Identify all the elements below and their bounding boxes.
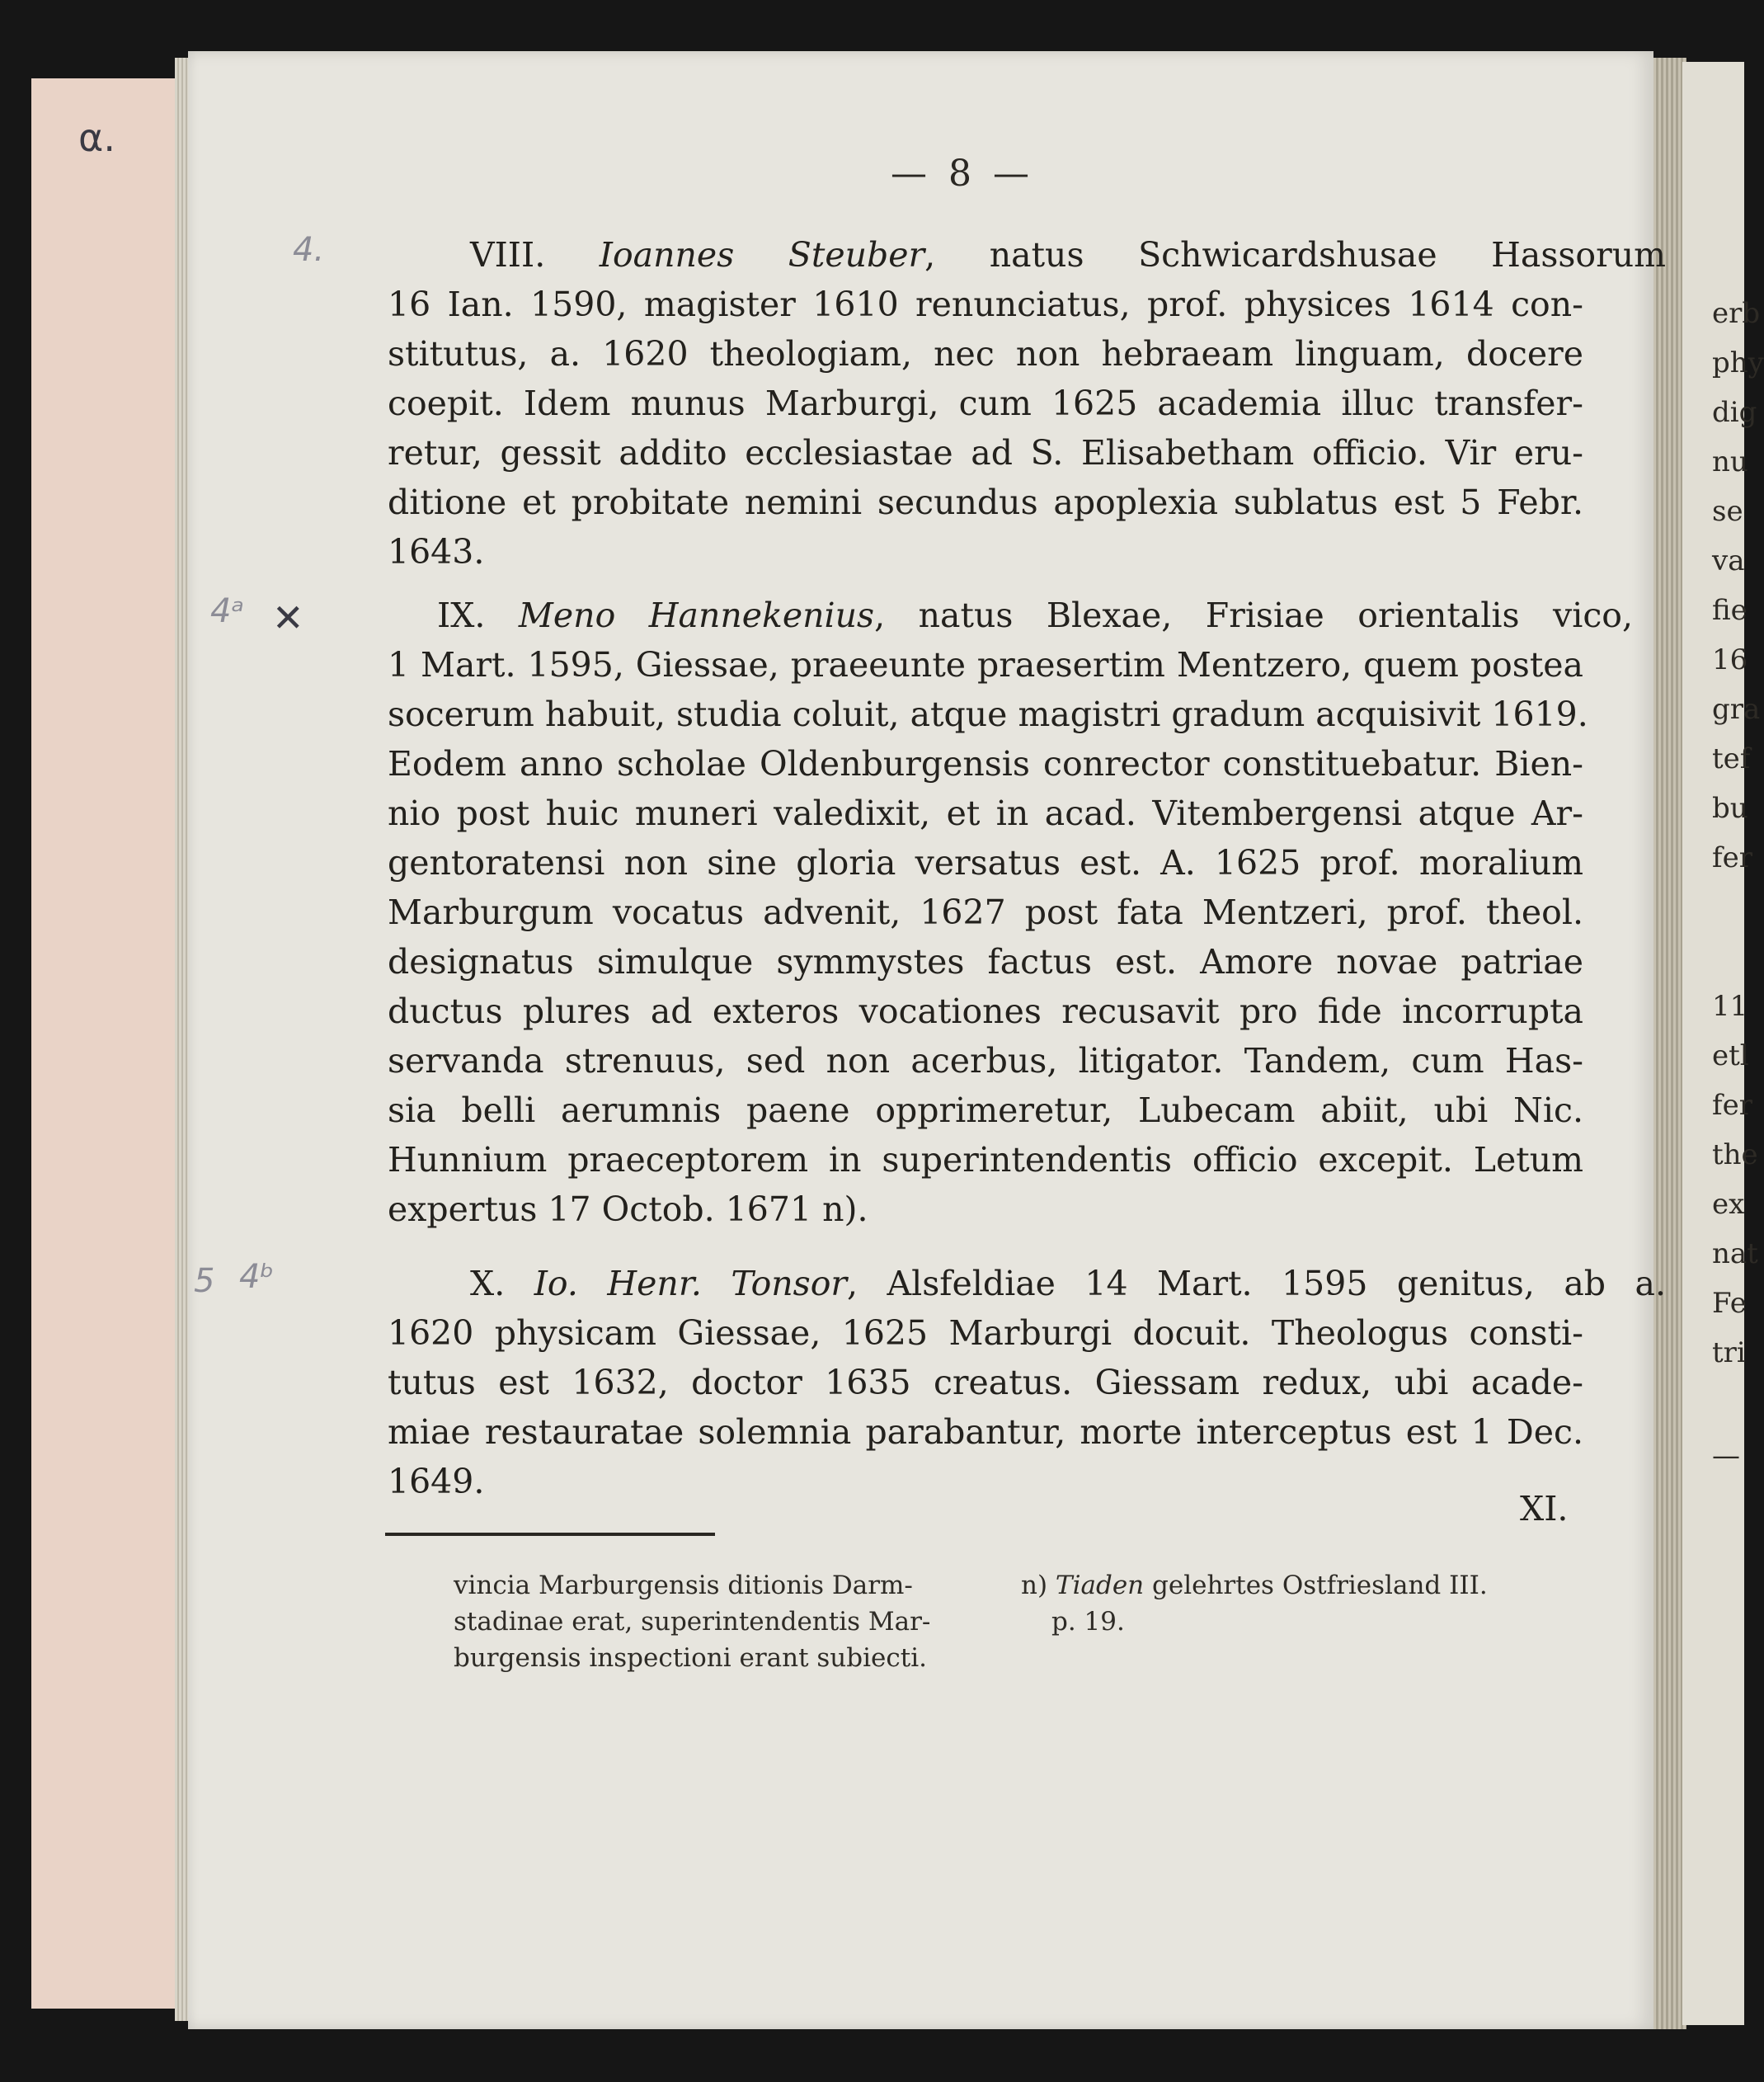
text-line: stitutus, a. 1620 theologiam, nec non hebraeam linguam, docere <box>388 334 1583 374</box>
text-line: coepit. Idem munus Marburgi, cum 1625 academia illuc transfer- <box>388 384 1583 423</box>
next-page-fragment: Fe <box>1712 1287 1747 1320</box>
text-line: Hunnium praeceptorem in superintendentis officio excepit. Letum <box>388 1140 1583 1180</box>
footnote-line: burgensis inspectioni erant subiecti. <box>454 1643 927 1673</box>
margin-note: 5 <box>194 1262 215 1300</box>
text-line: Eodem anno scholae Oldenburgensis conrector constituebatur. Bien- <box>388 744 1583 784</box>
margin-note: 4ᵇ <box>239 1258 275 1296</box>
next-page-fragment: gra <box>1712 693 1761 726</box>
margin-note: 4. <box>293 231 325 269</box>
next-page-fragment: tri <box>1712 1336 1746 1369</box>
next-page-fragment: the <box>1712 1138 1758 1171</box>
book-gutter <box>1653 58 1686 2029</box>
next-page-fragment: fer <box>1712 841 1752 874</box>
footnote-author: Tiaden <box>1055 1571 1145 1600</box>
text-line: sia belli aerumnis paene opprimeretur, Lubecam abiit, ubi Nic. <box>388 1090 1583 1130</box>
next-page-fragment: 16 <box>1712 643 1748 676</box>
next-page-edge <box>1682 62 1764 2025</box>
person-name: Ioannes Steuber <box>599 235 925 275</box>
next-page-fragment: 11 <box>1712 990 1748 1023</box>
text-line: X. Io. Henr. Tonsor, Alsfeldiae 14 Mart. 1595 genitus, ab a. <box>470 1264 1667 1303</box>
footnote-rule <box>385 1533 715 1536</box>
footnote-line: n) Tiaden gelehrtes Ostfriesland III. <box>1021 1571 1488 1600</box>
footnote-line: p. 19. <box>1051 1607 1125 1637</box>
footnote-marker: n) <box>1021 1571 1048 1600</box>
text-line: gentoratensi non sine gloria versatus est. A. 1625 prof. moralium <box>388 843 1583 883</box>
margin-note: 4ᵃ <box>210 592 245 630</box>
text-line: 1649. <box>388 1462 485 1501</box>
next-page-fragment: bu <box>1712 792 1748 825</box>
text-line: 16 Ian. 1590, magister 1610 renunciatus, prof. physices 1614 con- <box>388 285 1583 324</box>
person-name: Meno Hannekenius <box>518 596 875 635</box>
footnote-line: vincia Marburgensis ditionis Darm- <box>454 1571 913 1600</box>
text-line: VIII. Ioannes Steuber, natus Schwicardshusae Hassorum <box>470 235 1666 275</box>
back-cover <box>31 78 198 2009</box>
text-line: expertus 17 Octob. 1671 n). <box>388 1189 868 1229</box>
text-line: ductus plures ad exteros vocationes recusavit pro fide incorrupta <box>388 992 1583 1031</box>
next-page-fragment: erb <box>1712 297 1761 330</box>
text-line: servanda strenuus, sed non acerbus, litigator. Tandem, cum Has- <box>388 1041 1583 1081</box>
next-page-fragment: phy <box>1712 346 1764 379</box>
text-line: IX. Meno Hannekenius, natus Blexae, Frisiae orientalis vico, <box>437 596 1633 635</box>
text-line: Marburgum vocatus advenit, 1627 post fata Mentzeri, prof. theol. <box>388 893 1583 932</box>
next-page-fragment: — <box>1712 1439 1740 1472</box>
text-line: miae restauratae solemnia parabantur, morte interceptus est 1 Dec. <box>388 1412 1583 1452</box>
next-page-fragment: nat <box>1712 1237 1758 1270</box>
text-line: designatus simulque symmystes factus est. Amore novae patriae <box>388 942 1583 982</box>
text-line: 1 Mart. 1595, Giessae, praeeunte praesertim Mentzero, quem postea <box>388 645 1583 685</box>
person-name: Io. Henr. Tonsor <box>534 1264 848 1303</box>
next-page-fragment: va <box>1712 544 1745 577</box>
next-page-fragment: etl <box>1712 1039 1749 1072</box>
footnote-line: stadinae erat, superintendentis Mar- <box>454 1607 931 1637</box>
text-line: retur, gessit addito ecclesiastae ad S. Elisabetham officio. Vir eru- <box>388 433 1583 473</box>
text-line: ditione et probitate nemini secundus apoplexia sublatus est 5 Febr. <box>388 483 1583 522</box>
next-page-fragment: nu <box>1712 445 1748 478</box>
next-page-fragment: fer <box>1712 1089 1752 1122</box>
catchword: XI. <box>1520 1489 1569 1529</box>
text-line: 1643. <box>388 532 485 572</box>
text-line: 1620 physicam Giessae, 1625 Marburgi docuit. Theologus consti- <box>388 1313 1583 1353</box>
next-page-fragment: ex <box>1712 1188 1745 1221</box>
page-number: — 8 — <box>891 153 1034 195</box>
next-page-fragment: fie <box>1712 594 1748 627</box>
text-line: socerum habuit, studia coluit, atque magistri gradum acquisivit 1619. <box>388 695 1588 734</box>
next-page-fragment: se <box>1712 495 1743 528</box>
text-line: nio post huic muneri valedixit, et in acad. Vitembergensi atque Ar- <box>388 794 1583 833</box>
next-page-fragment: dig <box>1712 396 1757 429</box>
next-page-fragment: tef <box>1712 742 1751 775</box>
margin-note-top-left: α. <box>78 115 115 160</box>
text-line: tutus est 1632, doctor 1635 creatus. Giessam redux, ubi acade- <box>388 1363 1583 1402</box>
margin-cross-mark: ✕ <box>272 596 304 640</box>
